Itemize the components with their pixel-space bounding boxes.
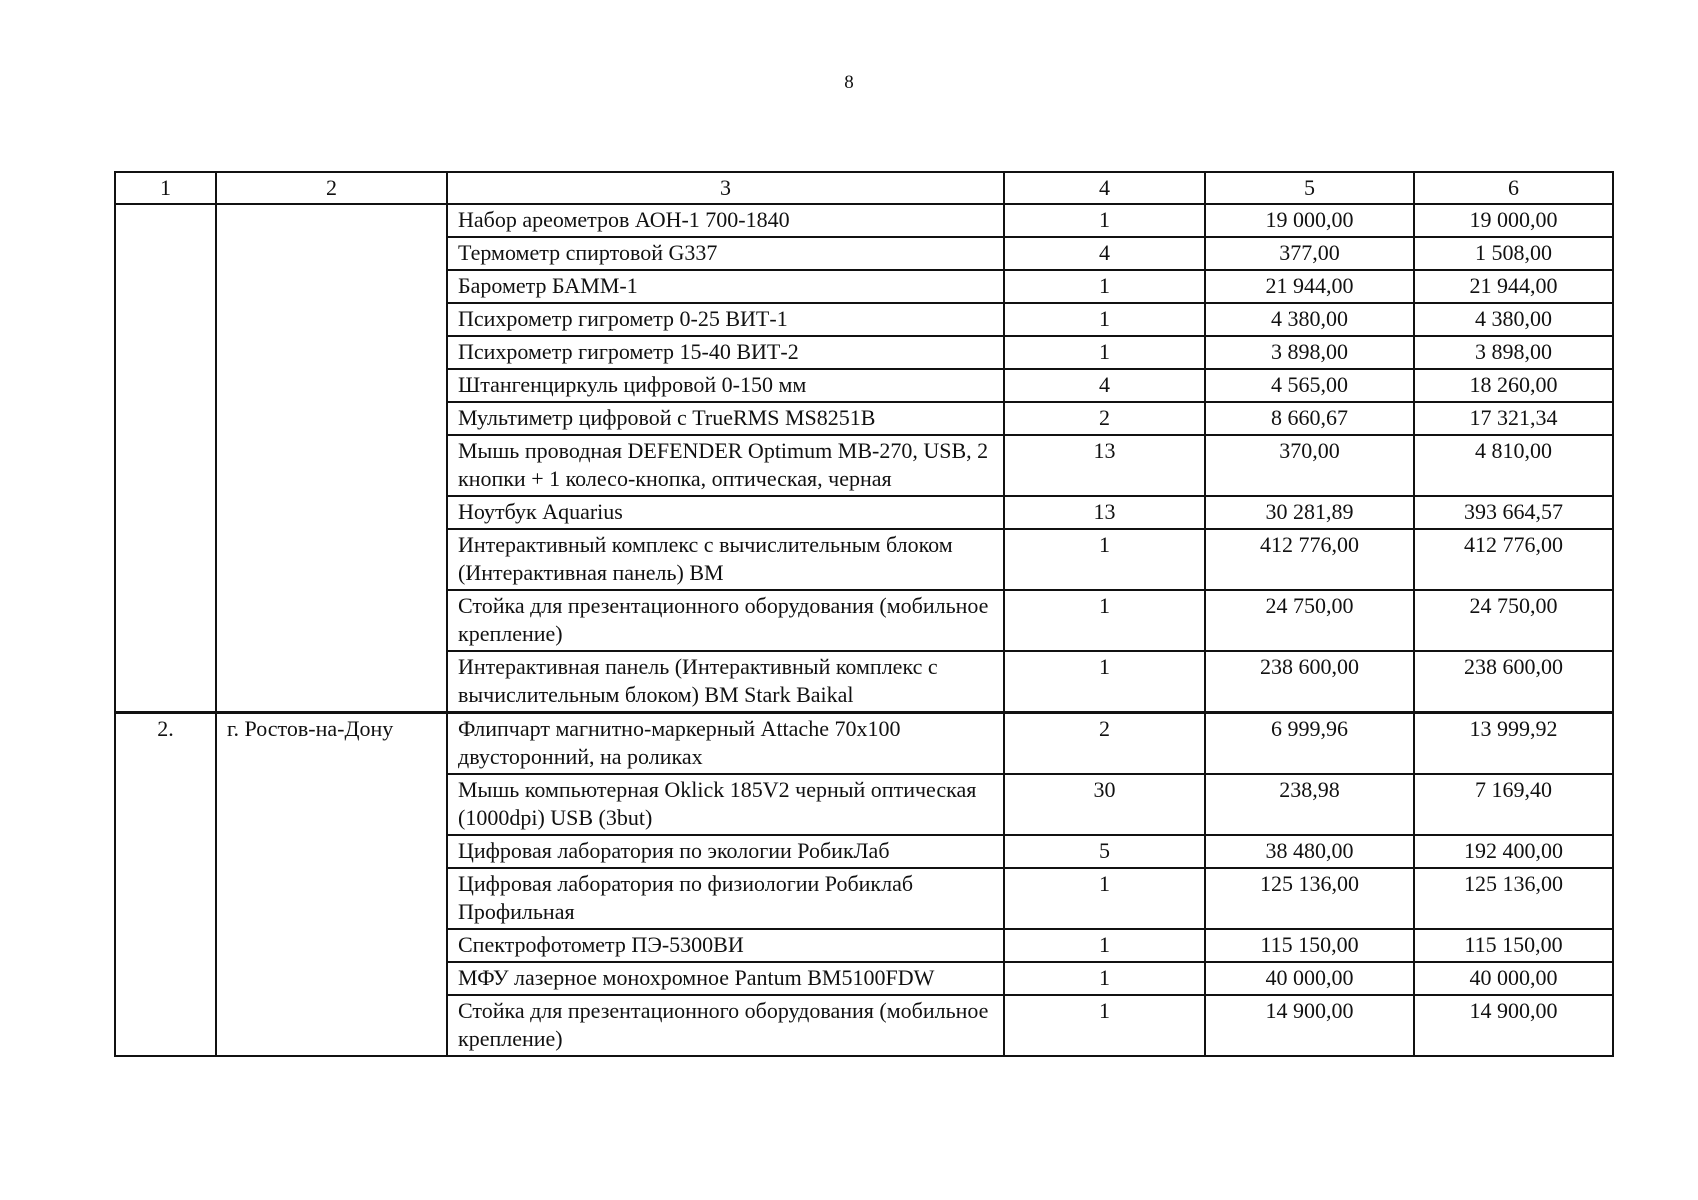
item-name-cell: Интерактивный комплекс с вычислительным блоком (Интерактивная панель) BM (447, 529, 1004, 590)
item-name-cell: Мультиметр цифровой с TrueRMS MS8251B (447, 402, 1004, 435)
item-total-cell: 21 944,00 (1414, 270, 1613, 303)
item-price-cell: 125 136,00 (1205, 868, 1414, 929)
item-price-cell: 377,00 (1205, 237, 1414, 270)
item-total-cell: 125 136,00 (1414, 868, 1613, 929)
item-name-cell: Ноутбук Aquarius (447, 496, 1004, 529)
item-total-cell: 115 150,00 (1414, 929, 1613, 962)
item-total-cell: 19 000,00 (1414, 204, 1613, 237)
item-quantity-cell: 1 (1004, 651, 1205, 713)
item-price-cell: 40 000,00 (1205, 962, 1414, 995)
item-name-cell: Мышь проводная DEFENDER Optimum MB-270, USB, 2 кнопки + 1 колесо-кнопка, оптическая, черная (447, 435, 1004, 496)
item-total-cell: 18 260,00 (1414, 369, 1613, 402)
item-quantity-cell: 5 (1004, 835, 1205, 868)
item-name-cell: Флипчарт магнитно-маркерный Attache 70x100 двусторонний, на роликах (447, 713, 1004, 775)
item-total-cell: 24 750,00 (1414, 590, 1613, 651)
table-row (115, 204, 1613, 237)
item-total-cell: 3 898,00 (1414, 336, 1613, 369)
item-price-cell: 8 660,67 (1205, 402, 1414, 435)
col-header-3: 3 (447, 172, 1004, 204)
item-quantity-cell: 4 (1004, 237, 1205, 270)
item-name-cell: Стойка для презентационного оборудования (мобильное крепление) (447, 590, 1004, 651)
item-name-cell: Термометр спиртовой G337 (447, 237, 1004, 270)
column-number-row (115, 172, 1613, 204)
item-quantity-cell: 1 (1004, 995, 1205, 1056)
item-price-cell: 238 600,00 (1205, 651, 1414, 713)
item-price-cell: 30 281,89 (1205, 496, 1414, 529)
col-header-5: 5 (1205, 172, 1414, 204)
item-quantity-cell: 4 (1004, 369, 1205, 402)
item-name-cell: Барометр БАММ-1 (447, 270, 1004, 303)
group-city-cell: г. Ростов-на-Дону (216, 713, 447, 1057)
item-price-cell: 3 898,00 (1205, 336, 1414, 369)
item-total-cell: 7 169,40 (1414, 774, 1613, 835)
item-name-cell: Психрометр гигрометр 15-40 ВИТ-2 (447, 336, 1004, 369)
item-price-cell: 6 999,96 (1205, 713, 1414, 775)
item-price-cell: 412 776,00 (1205, 529, 1414, 590)
equipment-table-wrapper (114, 171, 1614, 1057)
item-price-cell: 38 480,00 (1205, 835, 1414, 868)
item-name-cell: Цифровая лаборатория по физиологии Робиклаб Профильная (447, 868, 1004, 929)
item-quantity-cell: 13 (1004, 435, 1205, 496)
item-total-cell: 412 776,00 (1414, 529, 1613, 590)
item-quantity-cell: 2 (1004, 713, 1205, 775)
table-body (115, 204, 1613, 1056)
item-quantity-cell: 1 (1004, 303, 1205, 336)
item-quantity-cell: 1 (1004, 270, 1205, 303)
equipment-table (114, 171, 1614, 1057)
item-quantity-cell: 2 (1004, 402, 1205, 435)
item-name-cell: МФУ лазерное монохромное Pantum BM5100FDW (447, 962, 1004, 995)
item-name-cell: Психрометр гигрометр 0-25 ВИТ-1 (447, 303, 1004, 336)
group-city-cell (216, 204, 447, 713)
item-price-cell: 4 565,00 (1205, 369, 1414, 402)
item-quantity-cell: 1 (1004, 529, 1205, 590)
item-quantity-cell: 13 (1004, 496, 1205, 529)
page-number: 8 (844, 72, 854, 93)
item-total-cell: 393 664,57 (1414, 496, 1613, 529)
item-total-cell: 17 321,34 (1414, 402, 1613, 435)
item-quantity-cell: 1 (1004, 868, 1205, 929)
item-price-cell: 24 750,00 (1205, 590, 1414, 651)
item-name-cell: Штангенциркуль цифровой 0-150 мм (447, 369, 1004, 402)
item-total-cell: 192 400,00 (1414, 835, 1613, 868)
item-name-cell: Стойка для презентационного оборудования (мобильное крепление) (447, 995, 1004, 1056)
item-name-cell: Цифровая лаборатория по экологии РобикЛаб (447, 835, 1004, 868)
item-price-cell: 238,98 (1205, 774, 1414, 835)
item-quantity-cell: 1 (1004, 590, 1205, 651)
item-total-cell: 4 810,00 (1414, 435, 1613, 496)
col-header-6: 6 (1414, 172, 1613, 204)
item-price-cell: 115 150,00 (1205, 929, 1414, 962)
col-header-2: 2 (216, 172, 447, 204)
table-row (115, 713, 1613, 775)
item-price-cell: 14 900,00 (1205, 995, 1414, 1056)
item-total-cell: 1 508,00 (1414, 237, 1613, 270)
item-price-cell: 21 944,00 (1205, 270, 1414, 303)
col-header-4: 4 (1004, 172, 1205, 204)
item-total-cell: 40 000,00 (1414, 962, 1613, 995)
item-price-cell: 19 000,00 (1205, 204, 1414, 237)
item-quantity-cell: 1 (1004, 929, 1205, 962)
item-price-cell: 370,00 (1205, 435, 1414, 496)
item-quantity-cell: 1 (1004, 204, 1205, 237)
item-total-cell: 14 900,00 (1414, 995, 1613, 1056)
group-number-cell (115, 204, 216, 713)
item-total-cell: 4 380,00 (1414, 303, 1613, 336)
item-name-cell: Мышь компьютерная Oklick 185V2 черный оптическая (1000dpi) USB (3but) (447, 774, 1004, 835)
item-quantity-cell: 1 (1004, 962, 1205, 995)
item-total-cell: 13 999,92 (1414, 713, 1613, 775)
item-total-cell: 238 600,00 (1414, 651, 1613, 713)
col-header-1: 1 (115, 172, 216, 204)
item-quantity-cell: 30 (1004, 774, 1205, 835)
item-name-cell: Интерактивная панель (Интерактивный комплекс с вычислительным блоком) BM Stark Baikal (447, 651, 1004, 713)
group-number-cell: 2. (115, 713, 216, 1057)
item-name-cell: Набор ареометров АОН-1 700-1840 (447, 204, 1004, 237)
item-price-cell: 4 380,00 (1205, 303, 1414, 336)
item-quantity-cell: 1 (1004, 336, 1205, 369)
item-name-cell: Спектрофотометр ПЭ-5300ВИ (447, 929, 1004, 962)
